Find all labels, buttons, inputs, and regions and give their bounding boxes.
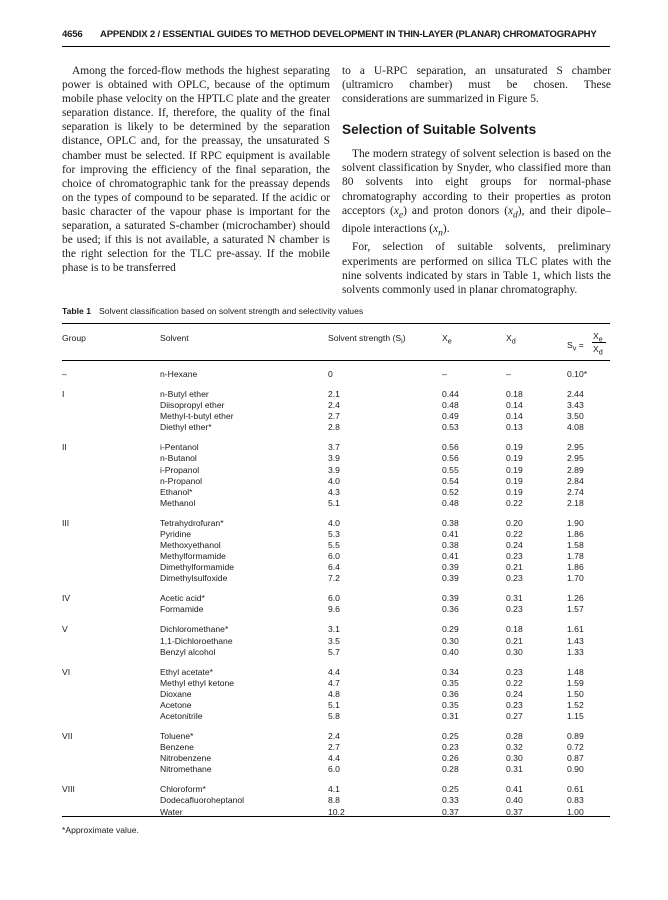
cell-xe: 0.48 xyxy=(442,400,459,411)
cell-xd: 0.20 xyxy=(506,517,523,528)
cell-xe: 0.35 xyxy=(442,677,459,688)
cell-xe: 0.55 xyxy=(442,464,459,475)
cell-strength: 6.0 xyxy=(328,593,340,604)
cell-strength: 4.1 xyxy=(328,784,340,795)
cell-xd: 0.40 xyxy=(506,795,523,806)
cell-solvent: n-Hexane xyxy=(160,369,198,379)
cell-strength: 2.4 xyxy=(328,400,340,411)
cell-sv: 0.61 xyxy=(567,784,584,795)
cell-group: V xyxy=(62,624,68,635)
cell-strength: 5.3 xyxy=(328,528,340,539)
cell-xe: 0.49 xyxy=(442,411,459,422)
cell-xd: 0.19 xyxy=(506,486,523,497)
cell-xd: 0.31 xyxy=(506,593,523,604)
cell-solvent: Acetonitrile xyxy=(160,711,203,721)
cell-solvent: n-Propanol xyxy=(160,475,203,486)
cell-strength: 4.4 xyxy=(328,753,340,764)
cell-xd: 0.24 xyxy=(506,688,523,699)
cell-group: II xyxy=(62,442,67,453)
cell-strength: 5.1 xyxy=(328,699,340,710)
body-paragraph-selection: For, selection of suitable solvents, preliminary experiments are performed on silica TLC plates with the nine solvents indicated by stars in Table 1, which lists the solvents commonly used in planar chromatography. xyxy=(342,241,611,296)
cell-sv: 0.10* xyxy=(567,369,588,379)
cell-strength: 5.5 xyxy=(328,540,340,550)
cell-xe: 0.25 xyxy=(442,731,459,741)
cell-solvent: 1,1-Dichloroethane xyxy=(160,635,233,646)
cell-xe: 0.56 xyxy=(442,453,459,464)
cell-sv: 1.61 xyxy=(567,624,584,635)
cell-strength: 10.2 xyxy=(328,806,345,817)
cell-xe: 0.38 xyxy=(442,517,459,528)
cell-xd: 0.30 xyxy=(506,646,523,657)
cell-xe: 0.35 xyxy=(442,699,459,710)
body-paragraph-continued: to a U-RPC separation, an unsaturated S chamber (ultramicro chamber) must be chosen. These considerations are summarized in Figure 5. xyxy=(342,65,611,106)
cell-strength: 3.1 xyxy=(328,624,340,635)
cell-xd: 0.14 xyxy=(506,411,523,422)
cell-xd: 0.24 xyxy=(506,540,523,550)
col-header-xd: $X_d$ xyxy=(506,333,516,346)
cell-xe: 0.30 xyxy=(442,635,459,646)
cell-sv: 1.78 xyxy=(567,551,584,562)
cell-solvent: Dichloromethane* xyxy=(160,624,229,635)
cell-xe: 0.38 xyxy=(442,540,459,550)
cell-strength: 6.0 xyxy=(328,764,340,775)
cell-xd: 0.18 xyxy=(506,624,523,635)
cell-xe: 0.52 xyxy=(442,486,459,497)
cell-strength: 2.1 xyxy=(328,389,340,399)
cell-group: I xyxy=(62,389,65,399)
cell-strength: 4.0 xyxy=(328,475,340,486)
cell-sv: 2.44 xyxy=(567,389,584,399)
cell-sv: 1.50 xyxy=(567,688,584,699)
cell-strength: 7.2 xyxy=(328,573,340,584)
cell-xe: 0.36 xyxy=(442,604,459,615)
cell-xe: 0.48 xyxy=(442,497,459,508)
cell-xe: 0.56 xyxy=(442,442,459,453)
table-footnote: *Approximate value. xyxy=(62,825,139,835)
body-paragraph: Among the forced-flow methods the highest separating power is obtained with OPLC, because of the optimum mobile phase velocity on the HPTLC plate and the greater separation distance. If, therefore, the quality of the final separation is likely to be determined by the separation distance, OPLC and, for the preassay, the unsaturated S chamber must be selected. If RPC equipment is available for improving the efficiency of the final separation, the choice of chromatographic tank for the preassay depends on the types of compound to be separated. If the acidic or basic character of the vapour phase is important for the separation, a saturated S-chamber (microchamber) should be used; if this is not available, a saturated N chamber is the right selection for the TLC pre-assay. If the mobile phase is to be transferred xyxy=(62,65,330,275)
cell-xe: 0.53 xyxy=(442,422,459,433)
cell-xe: 0.33 xyxy=(442,795,459,806)
cell-sv: 0.90 xyxy=(567,764,584,775)
left-column xyxy=(62,64,330,275)
cell-sv: 3.43 xyxy=(567,400,584,411)
cell-xd: 0.23 xyxy=(506,604,523,615)
cell-sv: 1.86 xyxy=(567,562,584,573)
cell-xe: 0.29 xyxy=(442,624,459,635)
table-top-rule xyxy=(62,323,610,324)
cell-xd: 0.31 xyxy=(506,764,523,775)
cell-group: III xyxy=(62,517,70,528)
cell-xe: 0.41 xyxy=(442,528,459,539)
cell-sv: 1.52 xyxy=(567,699,584,710)
right-column xyxy=(342,64,611,297)
cell-xe: 0.31 xyxy=(442,711,459,721)
cell-xe: 0.28 xyxy=(442,764,459,775)
page-number: 4656 xyxy=(62,29,83,40)
cell-sv: 1.86 xyxy=(567,528,584,539)
cell-xe: 0.44 xyxy=(442,389,459,399)
cell-xd: 0.21 xyxy=(506,635,523,646)
cell-strength: 4.3 xyxy=(328,486,340,497)
table-header-rule xyxy=(62,360,610,361)
cell-sv: 2.89 xyxy=(567,464,584,475)
cell-sv: 1.48 xyxy=(567,666,584,677)
cell-strength: 9.6 xyxy=(328,604,340,615)
col-header-xe: $X_e$ xyxy=(442,333,452,346)
cell-xd: 0.22 xyxy=(506,497,523,508)
cell-xe: – xyxy=(442,369,447,379)
cell-xd: 0.23 xyxy=(506,699,523,710)
table-label: Table 1 xyxy=(62,306,91,316)
cell-solvent: Dimethylformamide xyxy=(160,562,235,573)
cell-solvent: Acetone xyxy=(160,699,192,710)
running-title: APPENDIX 2 / ESSENTIAL GUIDES TO METHOD DEVELOPMENT IN THIN-LAYER (PLANAR) CHROMATOGRAPHY xyxy=(100,29,597,40)
cell-xd: 0.32 xyxy=(506,742,523,753)
cell-xd: 0.14 xyxy=(506,400,523,411)
cell-strength: 2.7 xyxy=(328,411,340,422)
cell-sv: 1.70 xyxy=(567,573,584,584)
cell-solvent: i-Pentanol xyxy=(160,442,199,453)
cell-sv: 2.95 xyxy=(567,453,584,464)
cell-strength: 2.4 xyxy=(328,731,340,741)
cell-strength: 5.8 xyxy=(328,711,340,721)
cell-solvent: Formamide xyxy=(160,604,204,615)
cell-solvent: Methanol xyxy=(160,497,196,508)
cell-strength: 3.7 xyxy=(328,442,340,453)
cell-group: VIII xyxy=(62,784,75,795)
cell-sv: 0.89 xyxy=(567,731,584,741)
header-rule xyxy=(62,46,610,47)
cell-solvent: n-Butyl ether xyxy=(160,389,209,399)
cell-xd: 0.30 xyxy=(506,753,523,764)
cell-xe: 0.54 xyxy=(442,475,459,486)
cell-strength: 4.7 xyxy=(328,677,340,688)
cell-xe: 0.37 xyxy=(442,806,459,817)
cell-xe: 0.41 xyxy=(442,551,459,562)
cell-xd: 0.19 xyxy=(506,442,523,453)
cell-strength: 4.0 xyxy=(328,517,340,528)
cell-strength: 5.1 xyxy=(328,497,340,508)
cell-strength: 8.8 xyxy=(328,795,340,806)
cell-strength: 0 xyxy=(328,369,333,379)
cell-solvent: Acetic acid* xyxy=(160,593,205,604)
col-header-group: Group xyxy=(62,333,86,343)
cell-solvent: Ethyl acetate* xyxy=(160,666,214,677)
cell-sv: 3.50 xyxy=(567,411,584,422)
cell-solvent: Diisopropyl ether xyxy=(160,400,225,411)
cell-strength: 2.8 xyxy=(328,422,340,433)
running-header xyxy=(62,29,610,45)
cell-solvent: Diethyl ether* xyxy=(160,422,212,433)
cell-xe: 0.23 xyxy=(442,742,459,753)
cell-xe: 0.34 xyxy=(442,666,459,677)
cell-sv: 1.26 xyxy=(567,593,584,604)
cell-xe: 0.40 xyxy=(442,646,459,657)
cell-xd: 0.23 xyxy=(506,666,523,677)
section-heading: Selection of Suitable Solvents xyxy=(342,122,537,138)
cell-strength: 6.4 xyxy=(328,562,340,573)
cell-sv: 4.08 xyxy=(567,422,584,433)
cell-strength: 4.8 xyxy=(328,688,340,699)
cell-solvent: Dodecafluoroheptanol xyxy=(160,795,245,806)
cell-strength: 6.0 xyxy=(328,551,340,562)
cell-xd: 0.19 xyxy=(506,453,523,464)
table-bottom-rule xyxy=(62,816,610,817)
table-caption-text: Solvent classification based on solvent strength and selectivity values xyxy=(98,306,364,316)
cell-xe: 0.39 xyxy=(442,562,459,573)
cell-sv: 2.74 xyxy=(567,486,584,497)
cell-strength: 3.9 xyxy=(328,464,340,475)
cell-sv: 2.18 xyxy=(567,497,584,508)
cell-sv: 1.58 xyxy=(567,540,584,550)
cell-solvent: Water xyxy=(160,806,183,817)
cell-xe: 0.36 xyxy=(442,688,459,699)
cell-sv: 1.57 xyxy=(567,604,584,615)
cell-xd: 0.22 xyxy=(506,677,523,688)
cell-xd: 0.19 xyxy=(506,475,523,486)
cell-xd: 0.21 xyxy=(506,562,523,573)
cell-xd: 0.19 xyxy=(506,464,523,475)
cell-strength: 4.4 xyxy=(328,666,340,677)
cell-xd: 0.23 xyxy=(506,551,523,562)
cell-xd: 0.28 xyxy=(506,731,523,741)
cell-xd: – xyxy=(506,369,511,379)
cell-solvent: Benzene xyxy=(160,742,194,753)
cell-xe: 0.25 xyxy=(442,784,459,795)
table-caption xyxy=(62,306,363,316)
cell-xd: 0.18 xyxy=(506,389,523,399)
col-header-strength: Solvent strength $(S_i)$ xyxy=(328,333,406,346)
cell-solvent: n-Butanol xyxy=(160,453,197,464)
cell-solvent: i-Propanol xyxy=(160,464,200,475)
cell-solvent: Methylformamide xyxy=(160,551,226,562)
cell-strength: 2.7 xyxy=(328,742,340,753)
cell-solvent: Nitrobenzene xyxy=(160,753,212,764)
cell-strength: 3.5 xyxy=(328,635,340,646)
cell-sv: 1.59 xyxy=(567,677,584,688)
cell-solvent: Dimethylsulfoxide xyxy=(160,573,228,584)
cell-xd: 0.27 xyxy=(506,711,523,721)
cell-sv: 2.84 xyxy=(567,475,584,486)
cell-solvent: Ethanol* xyxy=(160,486,193,497)
body-paragraph-snyder: The modern strategy of solvent selection is based on the solvent classification by Snyder, who classified more than 80 solvents into eight groups for normal-phase chromatography according to their properties as proton acceptors $(x_e)$ and proton donors $(x_d)$, and their dipole–dipole interactions $(x_n)$. xyxy=(342,148,611,239)
cell-solvent: Methyl-t-butyl ether xyxy=(160,411,234,422)
cell-xd: 0.22 xyxy=(506,528,523,539)
cell-sv: 0.72 xyxy=(567,742,584,753)
cell-sv: 0.83 xyxy=(567,795,584,806)
cell-xd: 0.13 xyxy=(506,422,523,433)
cell-solvent: Methyl ethyl ketone xyxy=(160,677,235,688)
cell-sv: 1.33 xyxy=(567,646,584,657)
cell-solvent: Benzyl alcohol xyxy=(160,646,216,657)
cell-group: – xyxy=(62,369,67,379)
cell-solvent: Tetrahydrofuran* xyxy=(160,517,224,528)
cell-solvent: Pyridine xyxy=(160,528,192,539)
cell-sv: 2.95 xyxy=(567,442,584,453)
cell-xd: 0.37 xyxy=(506,806,523,817)
cell-xd: 0.41 xyxy=(506,784,523,795)
cell-sv: 1.00 xyxy=(567,806,584,817)
cell-solvent: Dioxane xyxy=(160,688,192,699)
cell-solvent: Toluene* xyxy=(160,731,194,741)
cell-strength: 5.7 xyxy=(328,646,340,657)
col-header-solvent: Solvent xyxy=(160,333,189,343)
cell-sv: 1.15 xyxy=(567,711,584,721)
cell-sv: 0.87 xyxy=(567,753,584,764)
cell-solvent: Methoxyethanol xyxy=(160,540,221,550)
cell-solvent: Chloroform* xyxy=(160,784,206,795)
cell-xe: 0.39 xyxy=(442,593,459,604)
cell-xe: 0.39 xyxy=(442,573,459,584)
cell-xe: 0.26 xyxy=(442,753,459,764)
cell-group: IV xyxy=(62,593,71,604)
cell-group: VII xyxy=(62,731,73,741)
cell-solvent: Nitromethane xyxy=(160,764,212,775)
cell-sv: 1.43 xyxy=(567,635,584,646)
cell-strength: 3.9 xyxy=(328,453,340,464)
cell-xd: 0.23 xyxy=(506,573,523,584)
cell-group: VI xyxy=(62,666,71,677)
cell-sv: 1.90 xyxy=(567,517,584,528)
